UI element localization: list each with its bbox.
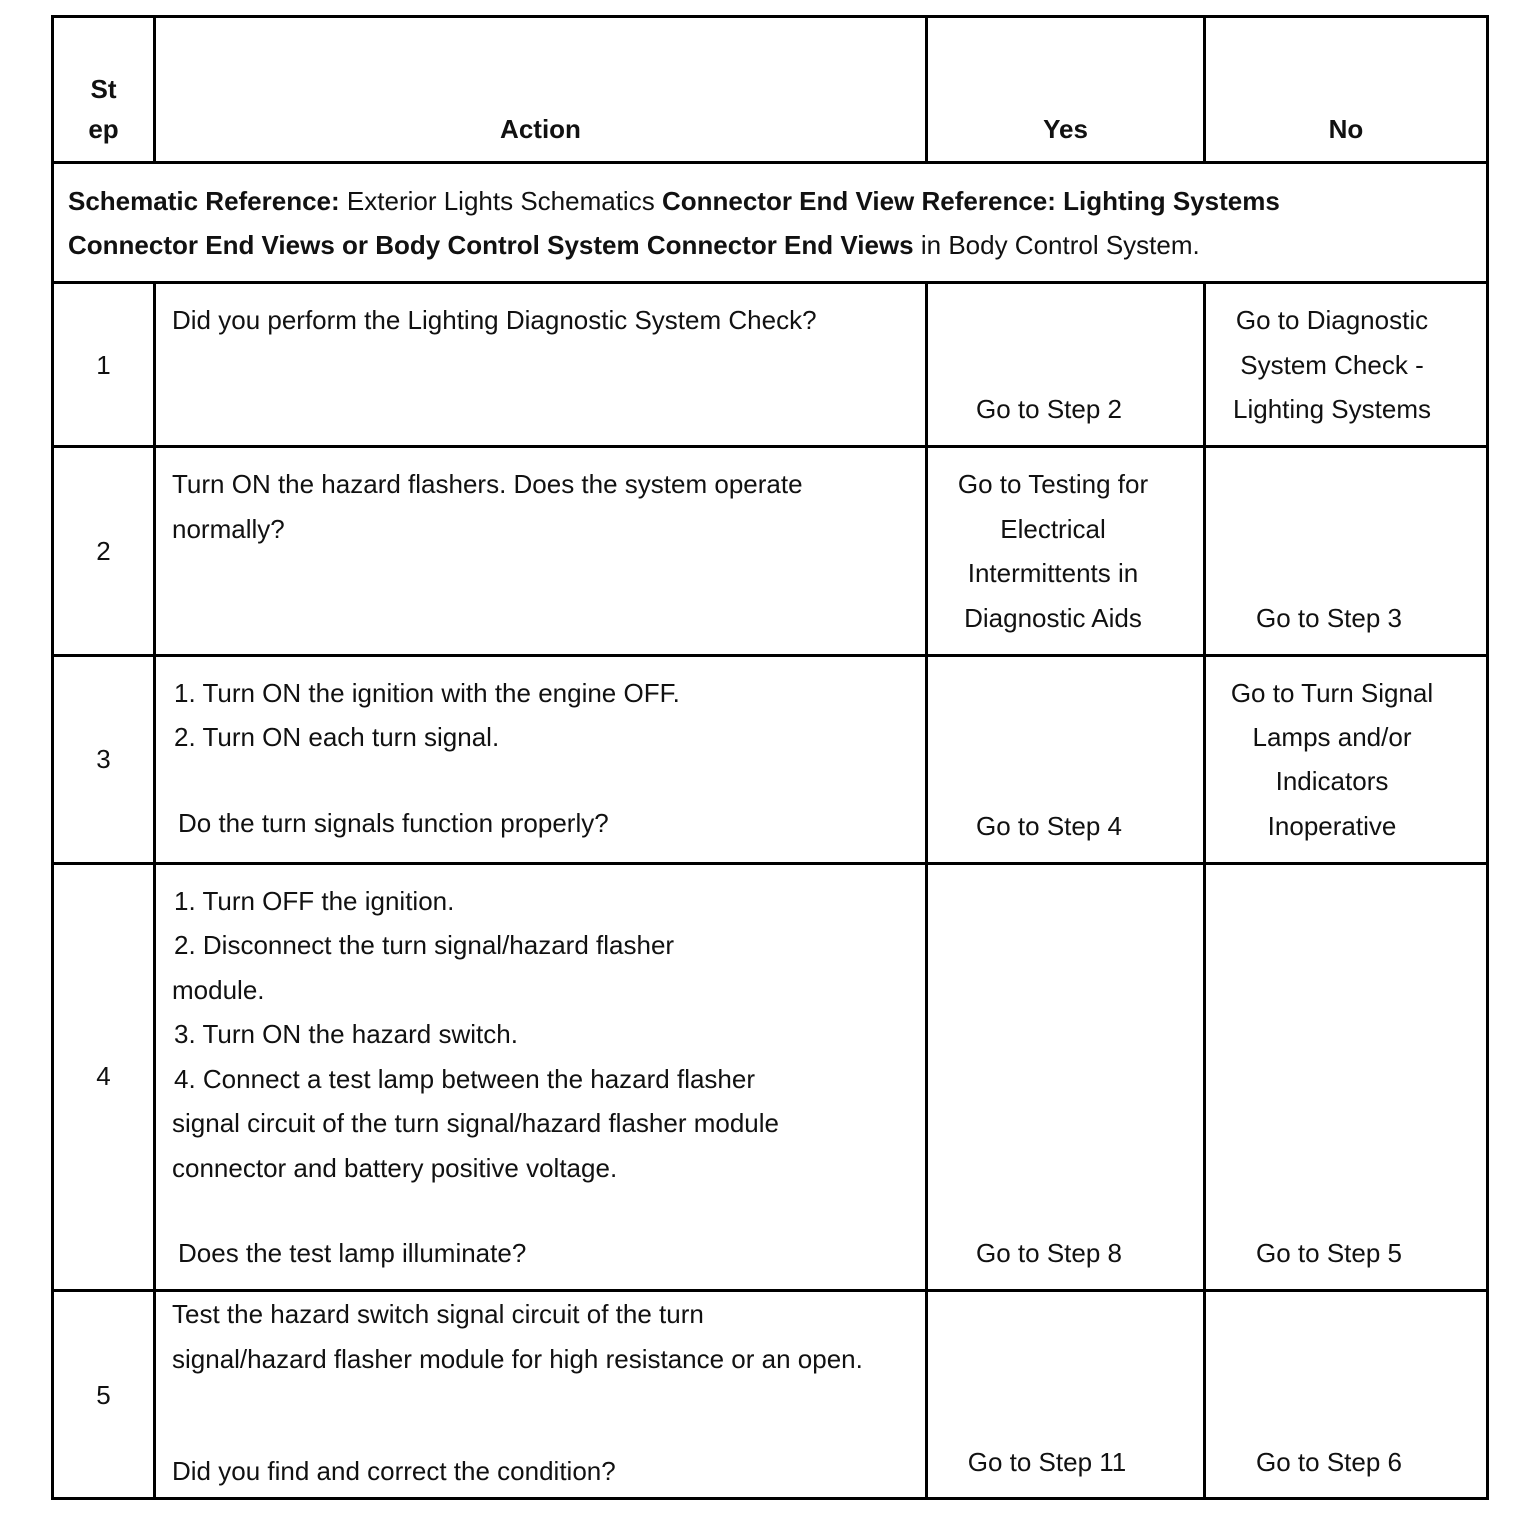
horizontal-rule [51,445,1489,448]
yes-text: Go to Step 8 [976,1238,1122,1268]
schematic-reference-label: Schematic Reference: [68,186,340,216]
no-text: Lighting Systems [1233,394,1431,424]
header-step-line2: ep [88,114,119,144]
horizontal-rule [51,1497,1489,1500]
step-number: 1 [96,350,111,380]
no-text: Go to Step 5 [1256,1238,1402,1268]
step-number: 4 [96,1061,111,1091]
action-text: normally? [172,514,285,544]
connector-reference-text-2: Connector End Views or Body Control System Connector End Views [68,230,914,260]
connector-reference-label: Connector End View Reference: [661,186,1056,216]
horizontal-rule [51,161,1489,164]
no-text: Go to Step 3 [1256,603,1402,633]
step-number: 3 [96,744,111,774]
no-text: Go to Step 6 [1256,1447,1402,1477]
action-text: Test the hazard switch signal circuit of the turn [172,1299,704,1329]
no-text: Inoperative [1267,811,1397,841]
no-text: Lamps and/or [1252,722,1412,752]
action-text: Turn ON the hazard flashers. Does the system operate [172,469,803,499]
vertical-rule [1203,281,1206,1500]
header-action: Action [500,114,581,144]
no-text: Indicators [1275,766,1389,796]
action-text: 4. Connect a test lamp between the hazard flasher [174,1064,756,1094]
action-text: 1. Turn ON the ignition with the engine OFF. [174,678,680,708]
action-text: Did you find and correct the condition? [172,1456,616,1486]
action-text: 2. Disconnect the turn signal/hazard flasher [174,930,675,960]
action-text: Does the test lamp illuminate? [178,1238,527,1268]
step-number: 5 [96,1380,111,1410]
vertical-rule [1486,15,1489,1500]
horizontal-rule [51,862,1489,865]
action-text: connector and battery positive voltage. [172,1153,618,1183]
no-text: Go to Turn Signal [1230,678,1434,708]
no-text: System Check - [1240,350,1424,380]
reference-line-1 [68,179,1280,224]
yes-text: Diagnostic Aids [964,603,1142,633]
action-text: 2. Turn ON each turn signal. [174,722,500,752]
yes-text: Go to Step 2 [976,394,1122,424]
header-step-line1: St [90,74,117,104]
connector-reference-text: Lighting Systems [1063,186,1280,216]
connector-reference-text-3: in Body Control System. [920,230,1200,260]
reference-line-2 [68,223,1200,268]
horizontal-rule [51,654,1489,657]
yes-text: Go to Step 4 [976,811,1122,841]
action-text: signal circuit of the turn signal/hazard flasher module [172,1108,779,1138]
action-text: module. [172,975,265,1005]
action-text: signal/hazard flasher module for high resistance or an open. [172,1344,863,1374]
header-yes: Yes [1043,114,1088,144]
header-no: No [1328,114,1364,144]
vertical-rule [153,281,156,1500]
yes-text: Go to Testing for [957,469,1149,499]
action-text: 3. Turn ON the hazard switch. [174,1019,518,1049]
step-number: 2 [96,536,111,566]
yes-text: Electrical [1000,514,1106,544]
no-text: Go to Diagnostic [1235,305,1429,335]
horizontal-rule [51,15,1489,18]
schematic-reference-text: Exterior Lights Schematics [346,186,655,216]
action-text: Do the turn signals function properly? [178,808,609,838]
yes-text: Intermittents in [967,558,1139,588]
horizontal-rule [51,281,1489,284]
action-text: Did you perform the Lighting Diagnostic System Check? [172,305,817,335]
action-text: 1. Turn OFF the ignition. [174,886,455,916]
yes-text: Go to Step 11 [967,1447,1127,1477]
